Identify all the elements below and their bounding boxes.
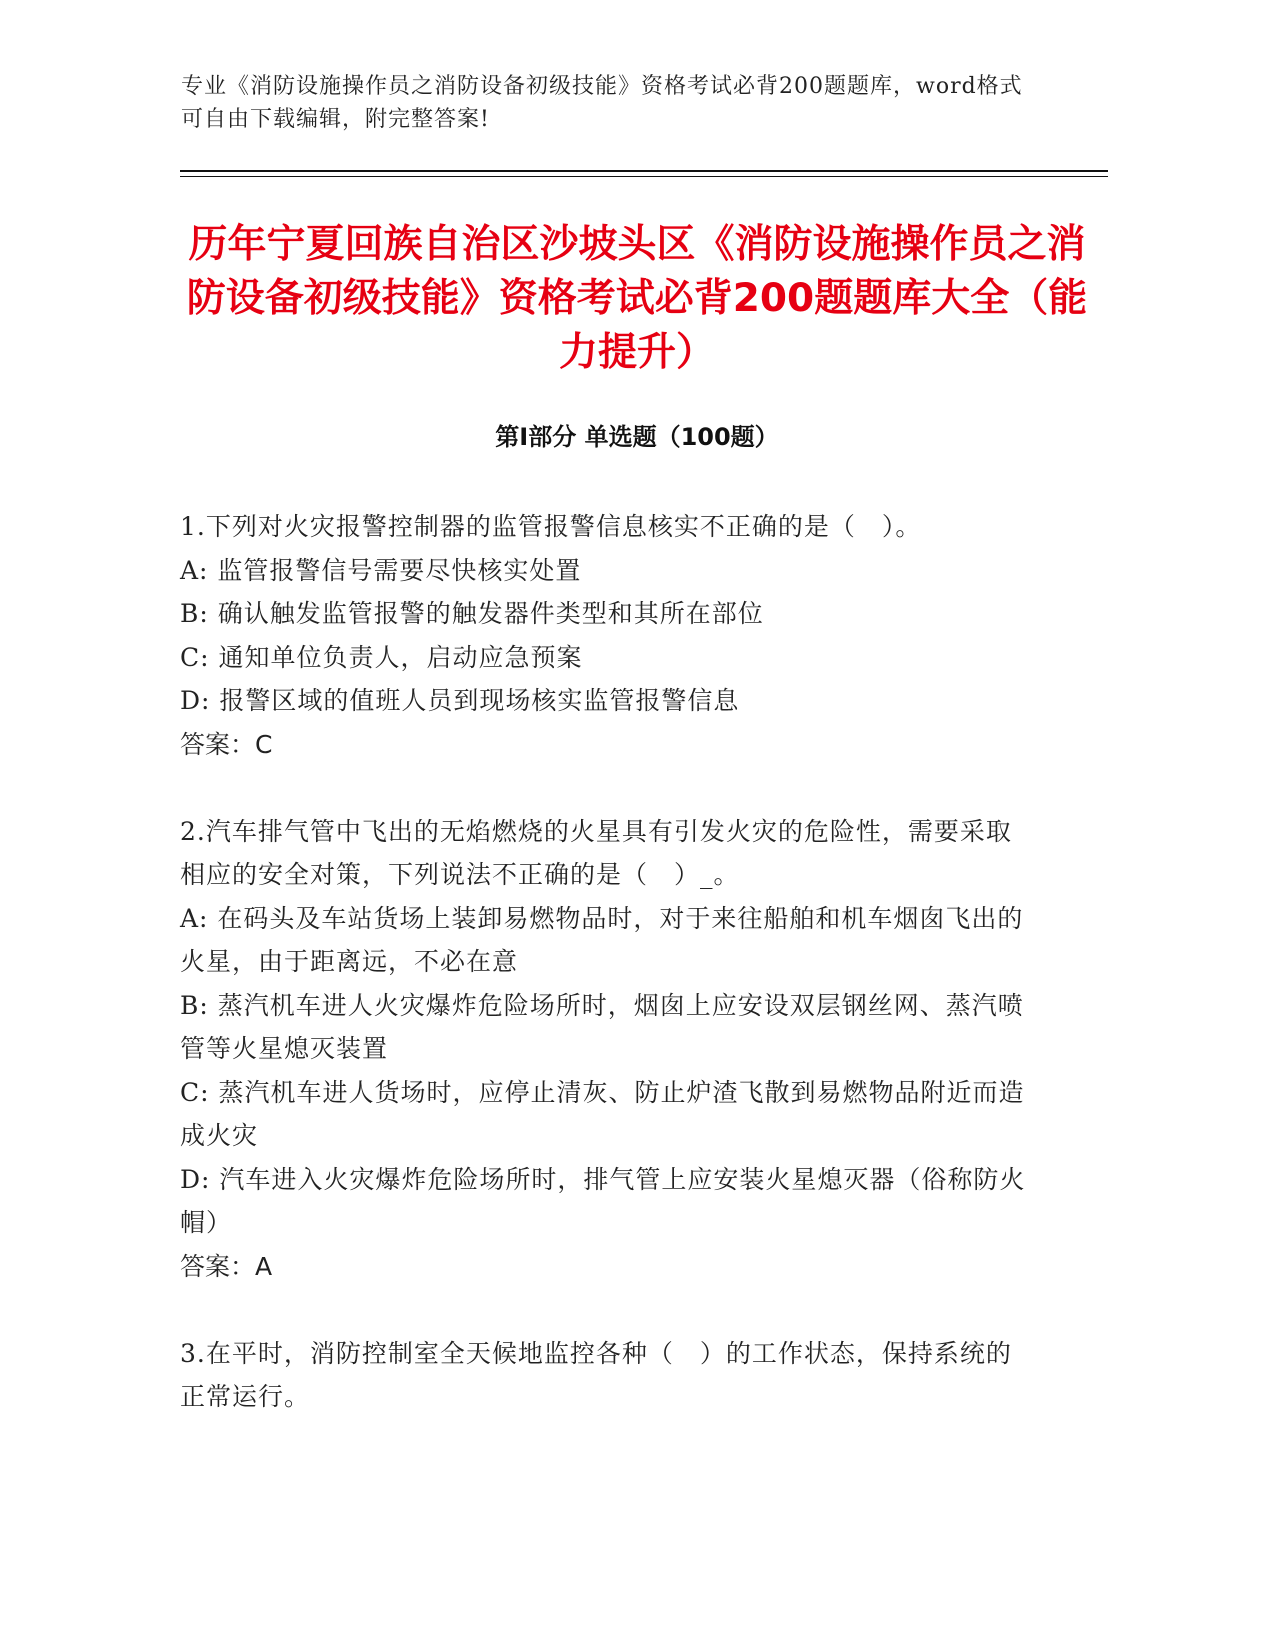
option-d: D: 报警区域的值班人员到现场核实监管报警信息 — [180, 686, 740, 715]
question-1 — [180, 505, 1030, 766]
option-a: A: 在码头及车站货场上装卸易燃物品时，对于来往船舶和机车烟囱飞出的火星，由于距离远，不必在意 — [180, 903, 1024, 976]
option-d: D: 汽车进入火灾爆炸危险场所时，排气管上应安装火星熄灭器（俗称防火帽） — [180, 1164, 1026, 1237]
section-heading: 第I部分 单选题（100题） — [495, 423, 779, 451]
option-c: C: 蒸汽机车进人货场时，应停止清灰、防止炉渣飞散到易燃物品附近而造成火灾 — [180, 1077, 1025, 1150]
question-3 — [180, 1332, 1030, 1419]
question-list — [180, 505, 1030, 1462]
option-b: B: 确认触发监管报警的触发器件类型和其所在部位 — [180, 599, 764, 628]
header-rule-thick — [180, 170, 1108, 172]
document-title: 历年宁夏回族自治区沙坡头区《消防设施操作员之消防设备初级技能》资格考试必背200题题库大全（能力提升） — [186, 222, 1088, 375]
header-rule-thin — [180, 176, 1108, 177]
question-stem: 3.在平时，消防控制室全天候地监控各种（ ）的工作状态，保持系统的正常运行。 — [180, 1338, 1012, 1411]
option-c: C: 通知单位负责人，启动应急预案 — [180, 642, 583, 672]
question-stem: 1.下列对火灾报警控制器的监管报警信息核实不正确的是（ ）。 — [180, 512, 922, 541]
answer-line: 答案：A — [180, 1251, 273, 1281]
question-stem: 2.汽车排气管中飞出的无焰燃烧的火星具有引发火灾的危险性，需要采取相应的安全对策，下列说法不正确的是（ ）_。 — [180, 816, 1012, 889]
option-b: B: 蒸汽机车进人火灾爆炸危险场所时，烟囱上应安设双层钢丝网、蒸汽喷管等火星熄灭装置 — [180, 990, 1024, 1063]
answer-line: 答案：C — [180, 729, 273, 759]
question-2 — [180, 810, 1030, 1289]
option-a: A: 监管报警信号需要尽快核实处置 — [180, 555, 582, 585]
header-note: 专业《消防设施操作员之消防设备初级技能》资格考试必背200题题库，word格式可自由下载编辑，附完整答案! — [181, 74, 1023, 132]
